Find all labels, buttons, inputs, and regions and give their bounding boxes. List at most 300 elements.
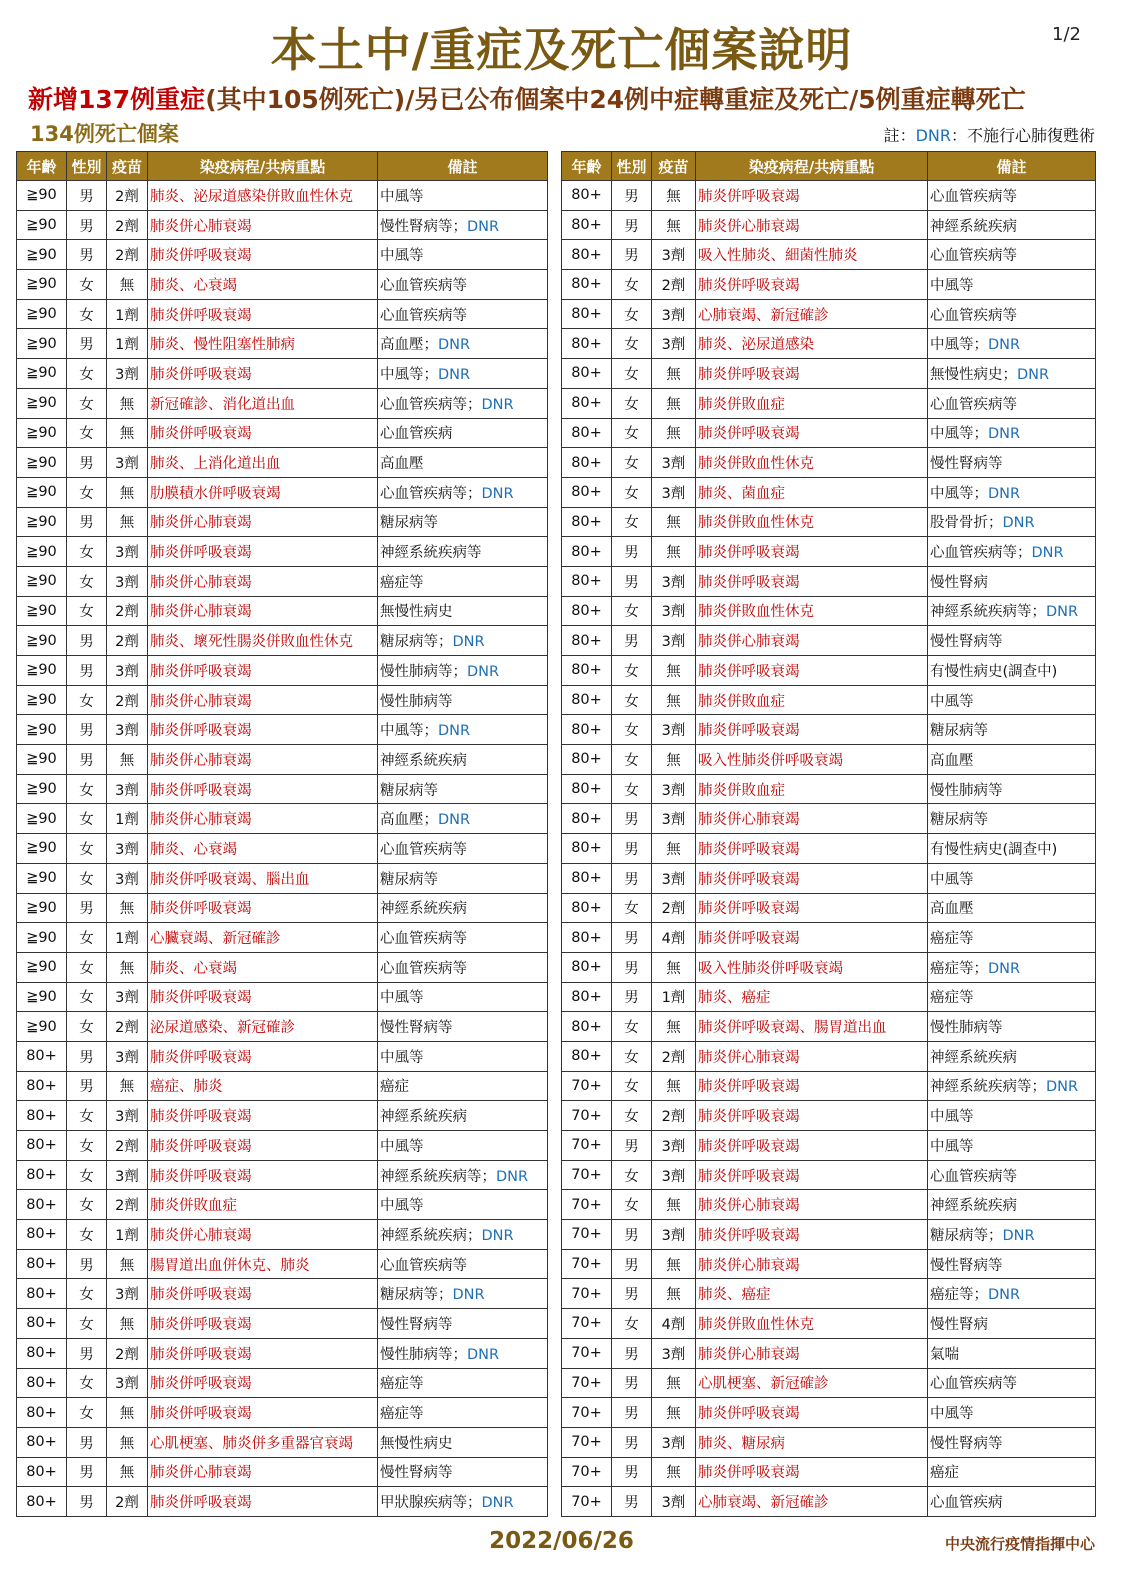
cell-sex-text: 女 [624, 485, 639, 502]
table-row [562, 448, 1096, 478]
cell-age [17, 240, 67, 270]
cell-vaccine [652, 1101, 696, 1131]
cell-note-text: 癌症等 [930, 931, 974, 948]
cell-vaccine [107, 834, 148, 864]
cell-disease-text: 心肺衰竭、新冠確診 [698, 1495, 829, 1512]
cell-vaccine [652, 1071, 696, 1101]
cell-vaccine [107, 537, 148, 567]
cell-sex [612, 1071, 652, 1101]
cell-note [378, 863, 548, 893]
cell-sex [612, 626, 652, 656]
cell-sex [67, 448, 107, 478]
cell-age [17, 982, 67, 1012]
cell-note-text: 神經系統疾病 [380, 752, 467, 769]
dnr-tag: DNR [988, 1287, 1021, 1304]
cell-disease [148, 1338, 378, 1368]
cell-vaccine [107, 804, 148, 834]
table-row [562, 952, 1096, 982]
cell-age-text: 70+ [571, 1196, 602, 1213]
cell-disease-text: 肺炎、泌尿道感染併敗血性休克 [150, 188, 353, 205]
cell-age [562, 1220, 612, 1250]
cell-age-text: 70+ [571, 1285, 602, 1302]
cell-disease [148, 537, 378, 567]
table-row [17, 1190, 548, 1220]
cell-note [928, 359, 1096, 389]
cell-sex [67, 1398, 107, 1428]
cell-note [928, 596, 1096, 626]
cell-age [562, 507, 612, 537]
cell-sex [612, 1487, 652, 1517]
cell-vaccine [107, 685, 148, 715]
cell-vaccine-text: 3劑 [115, 782, 139, 799]
organization: 中央流行疫情指揮中心 [944, 1535, 1095, 1553]
cell-note [378, 774, 548, 804]
cell-age-text: ≧90 [26, 217, 57, 234]
cell-note-text: 慢性腎病 [930, 1316, 988, 1333]
cell-vaccine [652, 270, 696, 300]
cell-age [17, 834, 67, 864]
cell-vaccine [107, 1338, 148, 1368]
cell-sex-text: 男 [624, 218, 639, 235]
cell-sex [612, 596, 652, 626]
cell-disease-text: 肺炎併呼吸衰竭 [698, 545, 800, 562]
cell-disease-text: 肺炎併心肺衰竭 [150, 574, 252, 591]
cell-vaccine [652, 1160, 696, 1190]
cell-note-text: 中風等 [380, 188, 424, 205]
cell-disease [696, 566, 928, 596]
cell-age-text: 80+ [26, 1077, 57, 1094]
cell-disease [696, 745, 928, 775]
table-row [17, 388, 548, 418]
cell-vaccine-text: 無 [666, 1376, 681, 1393]
cell-vaccine [652, 685, 696, 715]
cell-disease [696, 893, 928, 923]
cell-note-text: 心血管疾病等 [930, 396, 1017, 413]
cell-vaccine-text: 1劑 [115, 812, 139, 829]
cell-disease [696, 1279, 928, 1309]
cell-vaccine-text: 2劑 [115, 1198, 139, 1215]
cell-vaccine [652, 596, 696, 626]
page-title: 本土中/重症及死亡個案說明 [270, 23, 853, 77]
cell-vaccine-text: 無 [666, 693, 681, 710]
table-row [562, 1249, 1096, 1279]
cell-disease-text: 心肌梗塞、肺炎併多重器官衰竭 [150, 1435, 353, 1452]
table-row [562, 656, 1096, 686]
cell-disease [696, 1338, 928, 1368]
cell-disease-text: 肺炎併呼吸衰竭 [698, 931, 800, 948]
table-row [17, 448, 548, 478]
cell-sex-text: 女 [624, 1109, 639, 1126]
cell-sex-text: 女 [624, 663, 639, 680]
table-row [562, 1398, 1096, 1428]
cell-note-text: 心血管疾病等 [930, 188, 1017, 205]
cell-age-text: ≧90 [26, 692, 57, 709]
cell-disease [696, 626, 928, 656]
cell-vaccine [652, 774, 696, 804]
cell-disease-text: 心肌梗塞、新冠確診 [698, 1376, 829, 1393]
cell-note-text: 慢性腎病等 [380, 1465, 453, 1482]
cell-sex [67, 359, 107, 389]
cell-sex-text: 男 [624, 634, 639, 651]
cell-note-text: 慢性腎病 [930, 574, 988, 591]
cell-sex-text: 女 [624, 604, 639, 621]
cell-note [928, 1041, 1096, 1071]
note-suffix: ：不施行心肺復甦術 [950, 126, 1095, 145]
table-row [17, 329, 548, 359]
cell-disease-text: 肺炎併呼吸衰竭 [150, 782, 252, 799]
cell-note [378, 1101, 548, 1131]
table-row [17, 893, 548, 923]
cell-note-text: 神經系統疾病 [380, 901, 467, 918]
table-row [562, 1457, 1096, 1487]
cell-age-text: 80+ [571, 424, 602, 441]
cell-disease-text: 肺炎併心肺衰竭 [698, 634, 800, 651]
cell-sex-text: 女 [79, 1198, 94, 1215]
cell-age [17, 656, 67, 686]
cell-note [378, 388, 548, 418]
cell-sex-text: 男 [79, 1435, 94, 1452]
header-note: 備註 [378, 152, 548, 181]
cell-disease [148, 863, 378, 893]
cell-sex [67, 1190, 107, 1220]
table-row [17, 834, 548, 864]
cell-age-text: 80+ [571, 306, 602, 323]
cell-vaccine-text: 4劑 [661, 1316, 686, 1333]
cell-note-text: 心血管疾病等 [930, 1168, 1017, 1185]
cell-vaccine [107, 181, 148, 211]
cell-vaccine [107, 240, 148, 270]
cell-vaccine [107, 388, 148, 418]
cell-sex [612, 477, 652, 507]
cell-age [562, 1427, 612, 1457]
cell-note [378, 804, 548, 834]
cell-age-text: 80+ [571, 870, 602, 887]
cell-age [17, 715, 67, 745]
cell-disease [148, 1398, 378, 1428]
cell-disease [148, 982, 378, 1012]
cell-disease [148, 181, 378, 211]
cell-age-text: 80+ [26, 1107, 57, 1124]
cell-vaccine-text: 2劑 [115, 188, 139, 205]
cell-vaccine [107, 1427, 148, 1457]
cell-vaccine [107, 270, 148, 300]
cell-vaccine [107, 210, 148, 240]
cell-note-text: 中風等 [930, 1138, 974, 1155]
cell-age-text: 70+ [571, 1404, 602, 1421]
table-row [17, 1368, 548, 1398]
table-row [562, 1071, 1096, 1101]
cell-sex [612, 1309, 652, 1339]
cell-age [17, 210, 67, 240]
cell-age-text: ≧90 [26, 870, 57, 887]
cell-vaccine [107, 448, 148, 478]
table-row [562, 1368, 1096, 1398]
cell-age-text: 80+ [571, 662, 602, 679]
cell-disease-text: 肺炎併敗血症 [698, 396, 785, 413]
cell-sex [612, 1249, 652, 1279]
cell-note-text: 神經系統疾病等 [380, 545, 482, 562]
cell-disease [148, 834, 378, 864]
cell-disease-text: 肺炎併呼吸衰竭 [698, 723, 800, 740]
cell-sex [67, 1309, 107, 1339]
cell-note [928, 1220, 1096, 1250]
cell-note [378, 982, 548, 1012]
cell-disease-text: 肺炎、慢性阻塞性肺病 [150, 337, 295, 354]
cell-vaccine-text: 3劑 [115, 1049, 139, 1066]
table-row [562, 566, 1096, 596]
cell-vaccine [107, 1279, 148, 1309]
cell-sex [612, 1131, 652, 1161]
cell-vaccine [652, 240, 696, 270]
cell-disease [696, 715, 928, 745]
cell-age-text: ≧90 [26, 276, 57, 293]
cell-sex [67, 982, 107, 1012]
cell-note-text: 心血管疾病等 [930, 1376, 1017, 1393]
cell-sex-text: 男 [624, 1376, 639, 1393]
cell-vaccine [652, 656, 696, 686]
dnr-tag: DNR [1031, 545, 1064, 562]
cell-sex [67, 745, 107, 775]
cell-age [562, 1101, 612, 1131]
cell-age-text: 70+ [571, 1137, 602, 1154]
cell-vaccine-text: 無 [119, 426, 135, 443]
cell-disease [148, 566, 378, 596]
cell-note-text: 心血管疾病等； [380, 485, 482, 502]
cell-age-text: 80+ [571, 276, 602, 293]
table-row [17, 1487, 548, 1517]
cell-disease [148, 1160, 378, 1190]
cell-sex-text: 女 [624, 782, 639, 799]
cell-sex-text: 男 [624, 188, 639, 205]
cell-note [928, 507, 1096, 537]
cell-disease-text: 腸胃道出血併休克、肺炎 [150, 1257, 310, 1274]
cell-age-text: ≧90 [26, 899, 57, 916]
cell-age [562, 1071, 612, 1101]
cell-age-text: ≧90 [26, 929, 57, 946]
cell-age [562, 448, 612, 478]
cell-vaccine [652, 804, 696, 834]
cell-disease [148, 952, 378, 982]
cell-age-text: 80+ [571, 187, 602, 204]
cell-vaccine-text: 無 [666, 752, 681, 769]
table-row [562, 181, 1096, 211]
cell-disease [148, 893, 378, 923]
table-row [562, 418, 1096, 448]
cell-disease [696, 477, 928, 507]
cell-note [928, 863, 1096, 893]
table-row [562, 1427, 1096, 1457]
cell-sex [67, 1220, 107, 1250]
table-row [17, 1457, 548, 1487]
table-row [17, 1338, 548, 1368]
cell-age [562, 1368, 612, 1398]
cell-age [17, 804, 67, 834]
cell-vaccine-text: 3劑 [661, 812, 686, 829]
cell-disease [696, 804, 928, 834]
cell-vaccine [652, 626, 696, 656]
cell-age-text: ≧90 [26, 395, 57, 412]
cell-age-text: 80+ [571, 602, 602, 619]
cell-disease-text: 心肺衰竭、新冠確診 [698, 307, 829, 324]
cell-note [378, 418, 548, 448]
cell-vaccine-text: 3劑 [661, 485, 686, 502]
cell-vaccine-text: 3劑 [115, 871, 139, 888]
cell-disease [148, 329, 378, 359]
cell-age-text: 80+ [26, 1493, 57, 1510]
table-row [17, 1041, 548, 1071]
cell-age [17, 359, 67, 389]
cell-vaccine [652, 388, 696, 418]
cell-age [17, 1368, 67, 1398]
cell-sex-text: 男 [79, 1257, 94, 1274]
cell-vaccine [107, 418, 148, 448]
cell-vaccine-text: 無 [666, 515, 681, 532]
cell-age [562, 1131, 612, 1161]
cell-age-text: 70+ [571, 1256, 602, 1273]
cell-note-text: 中風等； [930, 337, 988, 354]
cell-vaccine [652, 1309, 696, 1339]
table-row [17, 1398, 548, 1428]
cell-sex-text: 男 [624, 1465, 639, 1482]
cell-sex [612, 1457, 652, 1487]
cell-vaccine-text: 3劑 [661, 1495, 686, 1512]
cell-note [378, 1398, 548, 1428]
table-header-row [17, 152, 548, 181]
cell-vaccine [652, 1131, 696, 1161]
table-row [17, 181, 548, 211]
cell-vaccine-text: 無 [119, 277, 135, 294]
cell-age-text: ≧90 [26, 810, 57, 827]
cell-sex [67, 181, 107, 211]
cell-sex [612, 1101, 652, 1131]
cell-vaccine-text: 無 [119, 1435, 135, 1452]
cell-age-text: 80+ [571, 335, 602, 352]
cell-note-text: 神經系統疾病等； [380, 1168, 496, 1185]
cell-sex-text: 女 [624, 277, 639, 294]
cell-vaccine-text: 2劑 [115, 218, 139, 235]
dnr-tag: DNR [467, 218, 500, 235]
cell-note [928, 181, 1096, 211]
cell-disease [696, 1160, 928, 1190]
cell-note-text: 糖尿病等； [380, 1287, 453, 1304]
cell-vaccine [107, 626, 148, 656]
table-row [17, 596, 548, 626]
cell-vaccine-text: 3劑 [115, 841, 139, 858]
cell-sex [67, 715, 107, 745]
table-row [562, 388, 1096, 418]
cell-sex-text: 男 [624, 1227, 639, 1244]
cell-note-text: 癌症等 [930, 990, 974, 1007]
cell-note-text: 中風等； [930, 485, 988, 502]
table-row [562, 745, 1096, 775]
cell-note [928, 952, 1096, 982]
death-count: 134例死亡個案 [30, 122, 179, 146]
cell-vaccine [107, 596, 148, 626]
cell-disease [148, 1220, 378, 1250]
cell-age-text: 70+ [571, 1226, 602, 1243]
cell-disease [148, 240, 378, 270]
cell-vaccine-text: 無 [666, 1257, 681, 1274]
cell-note [378, 1160, 548, 1190]
cell-age [562, 715, 612, 745]
table-row [17, 863, 548, 893]
cell-sex-text: 女 [79, 1376, 94, 1393]
cell-age [562, 240, 612, 270]
cell-vaccine-text: 2劑 [115, 693, 139, 710]
cell-note-text: 慢性腎病等 [380, 1316, 453, 1333]
cell-age [562, 923, 612, 953]
cell-note-text: 癌症等 [380, 574, 424, 591]
cell-disease [696, 1220, 928, 1250]
cell-age-text: 80+ [26, 1167, 57, 1184]
table-row [17, 715, 548, 745]
cell-vaccine-text: 無 [666, 663, 681, 680]
cell-sex-text: 女 [79, 782, 94, 799]
table-row [17, 952, 548, 982]
cell-disease [696, 181, 928, 211]
table-row [17, 1249, 548, 1279]
table-row [17, 745, 548, 775]
cell-note-text: 中風等 [380, 990, 424, 1007]
cell-vaccine-text: 無 [666, 1465, 681, 1482]
dnr-tag: DNR [496, 1168, 529, 1185]
cell-note-text: 慢性腎病等； [380, 218, 467, 235]
table-row [562, 715, 1096, 745]
note-prefix: 註： [883, 126, 916, 145]
cell-disease-text: 肺炎併敗血性休克 [698, 515, 814, 532]
cell-vaccine-text: 無 [119, 1079, 135, 1096]
cell-sex [67, 566, 107, 596]
cell-disease [696, 1101, 928, 1131]
cell-disease [148, 1101, 378, 1131]
cell-disease [696, 923, 928, 953]
cell-note-text: 糖尿病等 [380, 515, 438, 532]
cell-note-text: 股骨骨折； [930, 515, 1003, 532]
cell-note-text: 中風等 [380, 1049, 424, 1066]
cell-sex [612, 566, 652, 596]
cell-sex [67, 507, 107, 537]
cell-note [378, 507, 548, 537]
dnr-tag: DNR [467, 1346, 500, 1363]
cell-vaccine-text: 無 [666, 545, 681, 562]
cell-disease [696, 388, 928, 418]
cell-sex [67, 804, 107, 834]
cell-vaccine-text: 無 [666, 188, 681, 205]
cell-age-text: ≧90 [26, 573, 57, 590]
cell-disease-text: 肺炎併呼吸衰竭 [150, 1049, 252, 1066]
table-row [17, 1071, 548, 1101]
cell-age [562, 745, 612, 775]
cell-sex-text: 女 [624, 1198, 639, 1215]
cell-age [562, 1041, 612, 1071]
cell-vaccine [652, 359, 696, 389]
cell-note [378, 923, 548, 953]
cell-note [928, 1101, 1096, 1131]
table-row [17, 982, 548, 1012]
cell-vaccine [107, 745, 148, 775]
cell-vaccine [652, 952, 696, 982]
cell-age-text: 80+ [26, 1463, 57, 1480]
cell-age [17, 1398, 67, 1428]
cell-note [928, 537, 1096, 567]
cell-vaccine-text: 2劑 [115, 248, 139, 265]
cell-sex [612, 1398, 652, 1428]
cell-vaccine [107, 1220, 148, 1250]
table-row [17, 418, 548, 448]
cell-sex-text: 女 [624, 1020, 639, 1037]
cell-vaccine [107, 359, 148, 389]
cell-vaccine [107, 507, 148, 537]
